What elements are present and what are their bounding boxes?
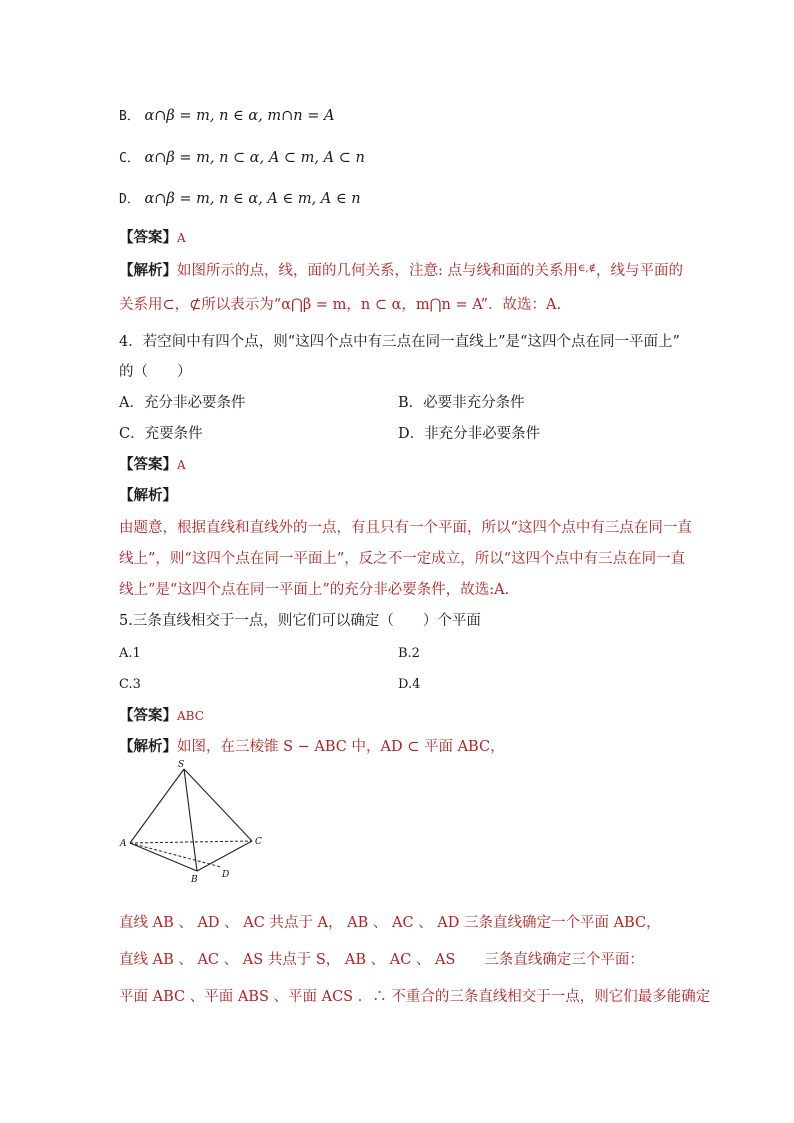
edge-AB [130,843,197,871]
q5-analysis-intro: 【解析】如图，在三棱锥 S − ABC 中，AD ⊂ 平面 ABC， [119,738,505,755]
q5-option-c: C.3 [119,677,141,692]
edge-SA [130,769,184,843]
q4-analysis-line3: 线上”是“这四个点在同一平面上”的充分非必要条件，故选:A. [119,582,510,598]
q3-answer: 【答案】A [119,229,186,246]
q4-analysis-line1: 由题意，根据直线和直线外的一点，有且只有一个平面，所以“这四个点中有三点在同一直 [119,520,692,536]
q5-analysis-line3: 平面 ABC 、平面 ABS 、平面 ACS ．∴ 不重合的三条直线相交于一点，则它们最多能确定 [119,989,711,1005]
q4-stem-line1: 4．若空间中有四个点，则“这四个点中有三点在同一直线上”是“这四个点在同一平面上” [119,334,680,350]
q3-analysis-line1: 【解析】如图所示的点，线，面的几何关系，注意: 点与线和面的关系用∈,∉，线与平面的 [119,262,683,279]
option-d: D． α∩β = m, n ∈ α, A ∈ m, A ∈ n [119,191,361,207]
tetrahedron-figure [115,757,275,882]
edge-SB [184,769,197,871]
edge-BC [197,841,252,871]
label-C: C [255,837,262,847]
label-D: D [222,870,230,880]
q5-option-a: A.1 [119,646,141,661]
q5-analysis-line2: 直线 AB 、 AC 、 AS 共点于 S， AB 、 AC 、 AS 三条直线确定三个平面： [119,952,644,968]
label-B: B [191,875,198,882]
label-A: A [120,839,127,849]
q5-analysis-line1: 直线 AB 、 AD 、 AC 共点于 A， AB 、 AC 、 AD 三条直线确定一个平面 ABC， [119,915,661,931]
option-b: B． α∩β = m, n ∈ α, m∩n = A [119,108,335,124]
q5-option-d: D.4 [398,677,421,692]
q5-option-b: B.2 [398,646,420,661]
q4-option-b: B．必要非充分条件 [398,395,525,411]
q4-analysis-line2: 线上”，则“这四个点在同一平面上”，反之不一定成立，所以“这四个点中有三点在同一直 [119,551,686,567]
segment-AD-hidden [130,843,221,867]
q4-analysis-label: 【解析】 [119,487,177,504]
q4-stem-line2: 的（ ） [119,364,192,380]
q4-option-c: C．充要条件 [119,426,203,442]
q4-answer: 【答案】A [119,456,186,473]
edge-AC-hidden [130,841,252,843]
q3-analysis-line2: 关系用⊂，⊄所以表示为“α⋂β = m，n ⊂ α，m⋂n = A”．故选：A. [119,297,562,313]
q5-stem: 5.三条直线相交于一点，则它们可以确定（ ）个平面 [119,613,481,629]
edge-SC [184,769,252,841]
label-S: S [178,760,185,770]
q4-option-d: D．非充分非必要条件 [398,426,541,442]
q5-answer: 【答案】ABC [119,707,204,724]
q4-option-a: A．充分非必要条件 [119,395,246,411]
option-c: C． α∩β = m, n ⊂ α, A ⊂ m, A ⊂ n [119,150,365,166]
